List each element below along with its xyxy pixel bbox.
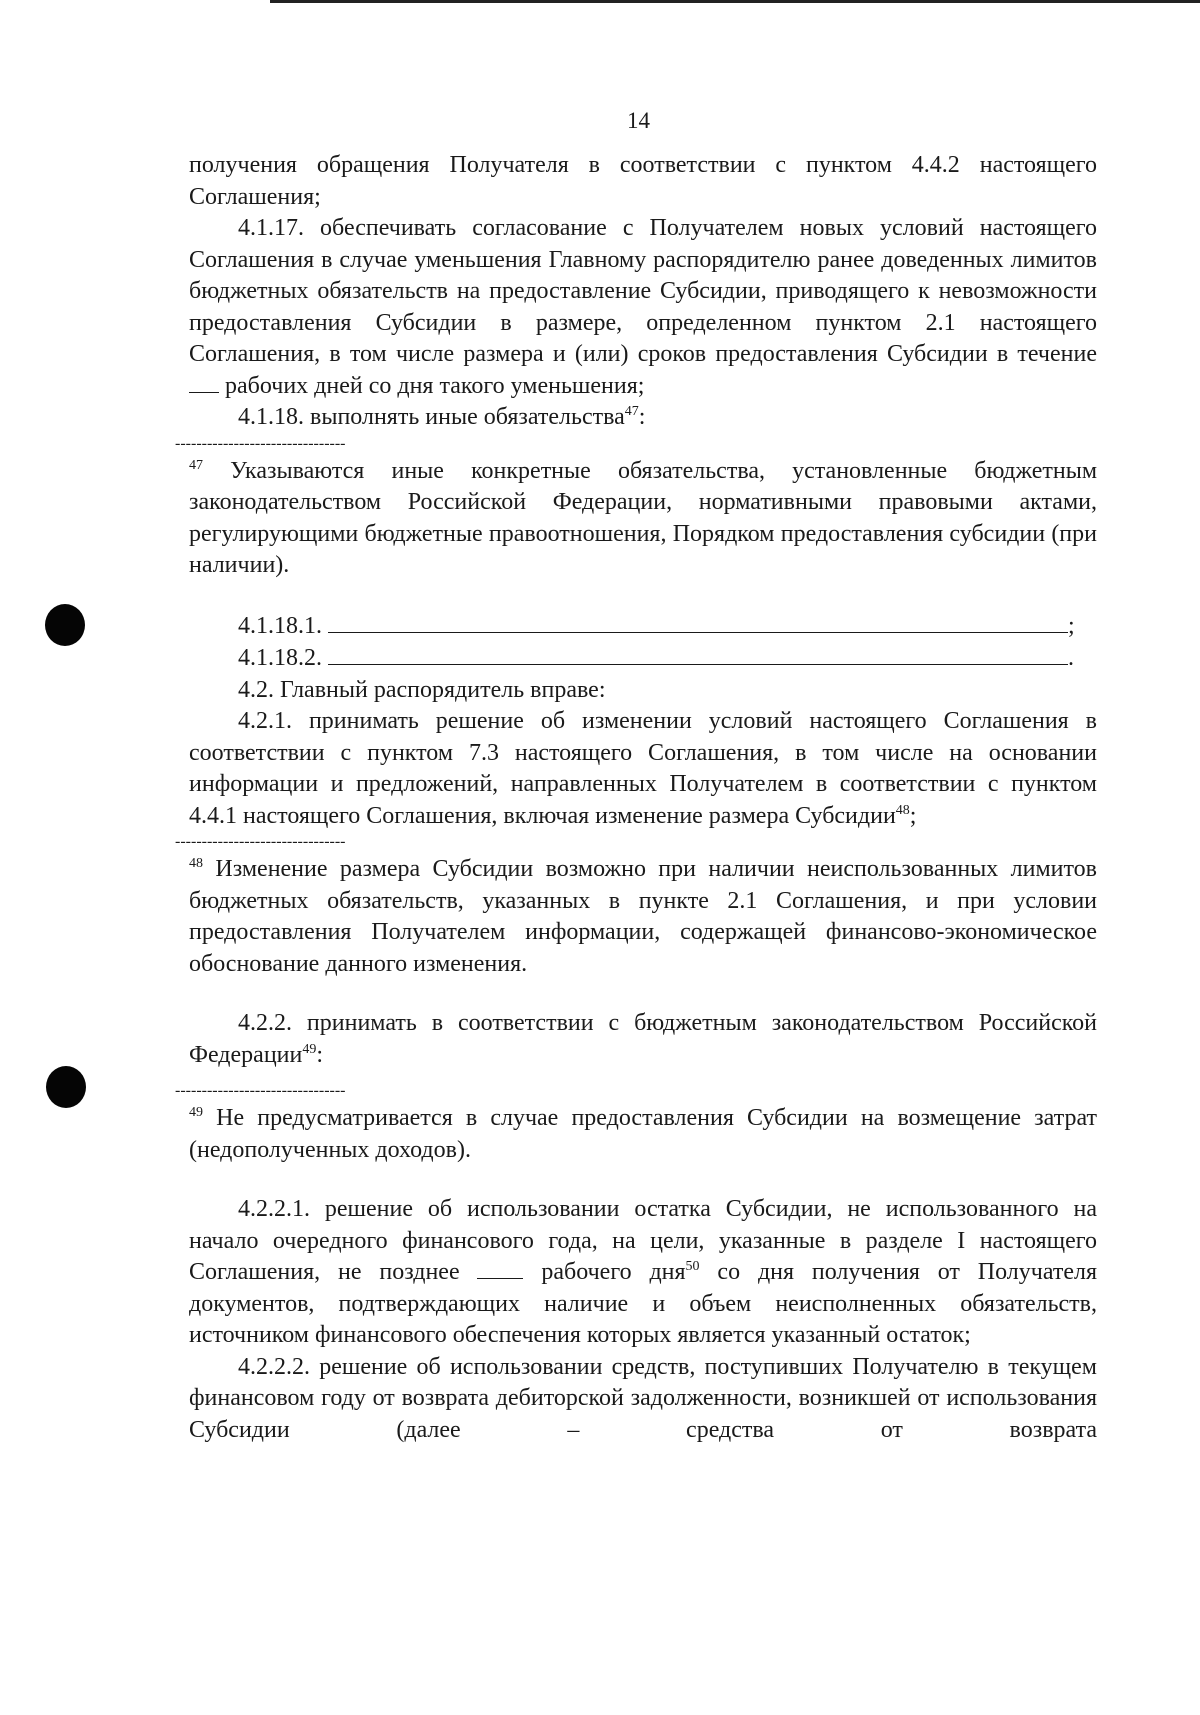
footnote-ref: 48 <box>895 802 910 818</box>
footnote-separator: -------------------------------- <box>175 434 346 452</box>
page-number: 14 <box>627 108 650 133</box>
clause-4-2-2-2: 4.2.2.2. решение об использовании средств, поступивших Получателю в текущем финансовом году от возврата дебиторской задолженности, возникшей от использования Субсидии (далее – средства от возврата <box>189 1353 1097 1443</box>
paragraph-continuation: получения обращения Получателя в соответствии с пунктом 4.4.2 настоящего Соглашения; <box>189 152 1097 210</box>
clause-4-1-17: 4.1.17. обеспечивать согласование с Получателем новых условий настоящего Соглашения в случае уменьшения Главному распорядителю ранее доведенных лимитов бюджетных обязательств на предоставление Субсидии, приводящего к невозможности предоставления Субсидии в размере, определенном пунктом 2.1 настоящего Соглашения, в том числе размера и (или) сроков предоставления Субсидии в течение рабочих дней со дня такого уменьшения; <box>189 215 1097 399</box>
punch-hole <box>45 604 85 646</box>
blank-field <box>328 610 1068 633</box>
blank-field <box>328 642 1068 665</box>
clause-4-1-18-2: 4.1.18.2. . <box>189 642 1097 675</box>
punch-hole <box>46 1066 86 1108</box>
blank-field <box>477 1258 523 1279</box>
blank-field <box>189 372 219 393</box>
footnote-49: $^{49}$ Не предусматривается в случае предоставления Субсидии на возмещение затрат (недополученных доходов). <box>189 1105 1097 1163</box>
clause-4-1-18-1: 4.1.18.1. ; <box>189 610 1097 643</box>
clause-4-1-18: 4.1.18. выполнять иные обязательства$^{47}$: <box>238 404 646 430</box>
footnote-separator: -------------------------------- <box>175 1082 346 1099</box>
clause-4-2-2-1: 4.2.2.1. решение об использовании остатка Субсидии, не использованного на начало очередного финансового года, на цели, указанные в разделе I настоящего Соглашения, не позднее рабочего дня$^{50}$ со дня получения от Получателя документов, подтверждающих наличие и объем неисполненных обязательств, источником финансового обеспечения которых является указанный остаток; <box>189 1196 1098 1348</box>
footnote-ref: 47 <box>624 404 639 419</box>
footnote-ref: 49 <box>302 1041 317 1057</box>
footnote-separator: -------------------------------- <box>175 833 346 850</box>
footnote-ref: 50 <box>685 1259 700 1274</box>
clause-4-2-2: 4.2.2. принимать в соответствии с бюджетным законодательством Российской Федерации$^{49}$: <box>189 1010 1097 1068</box>
clause-4-2-1: 4.2.1. принимать решение об изменении условий настоящего Соглашения в соответствии с пунктом 7.3 настоящего Соглашения, в том числе на основании информации и предложений, направленных Получателем в соответствии с пунктом 4.4.1 настоящего Соглашения, включая изменение размера Субсидии$^{48}$; <box>189 708 1097 829</box>
scan-top-edge <box>270 0 1200 3</box>
footnote-47: $^{47}$ Указываются иные конкретные обязательства, установленные бюджетным законодательством Российской Федерации, нормативными правовыми актами, регулирующими бюджетные правоотношения, Порядком предоставления субсидии (при наличии). <box>189 457 1098 578</box>
clause-4-2: 4.2. Главный распорядитель вправе: <box>238 676 606 703</box>
document-body <box>175 150 1098 1446</box>
footnote-48: $^{48}$ Изменение размера Субсидии возможно при наличии неиспользованных лимитов бюджетных обязательств, указанных в пункте 2.1 Соглашения, и при условии предоставления Получателем информации, содержащей финансово-экономическое обоснование данного изменения. <box>189 856 1098 977</box>
